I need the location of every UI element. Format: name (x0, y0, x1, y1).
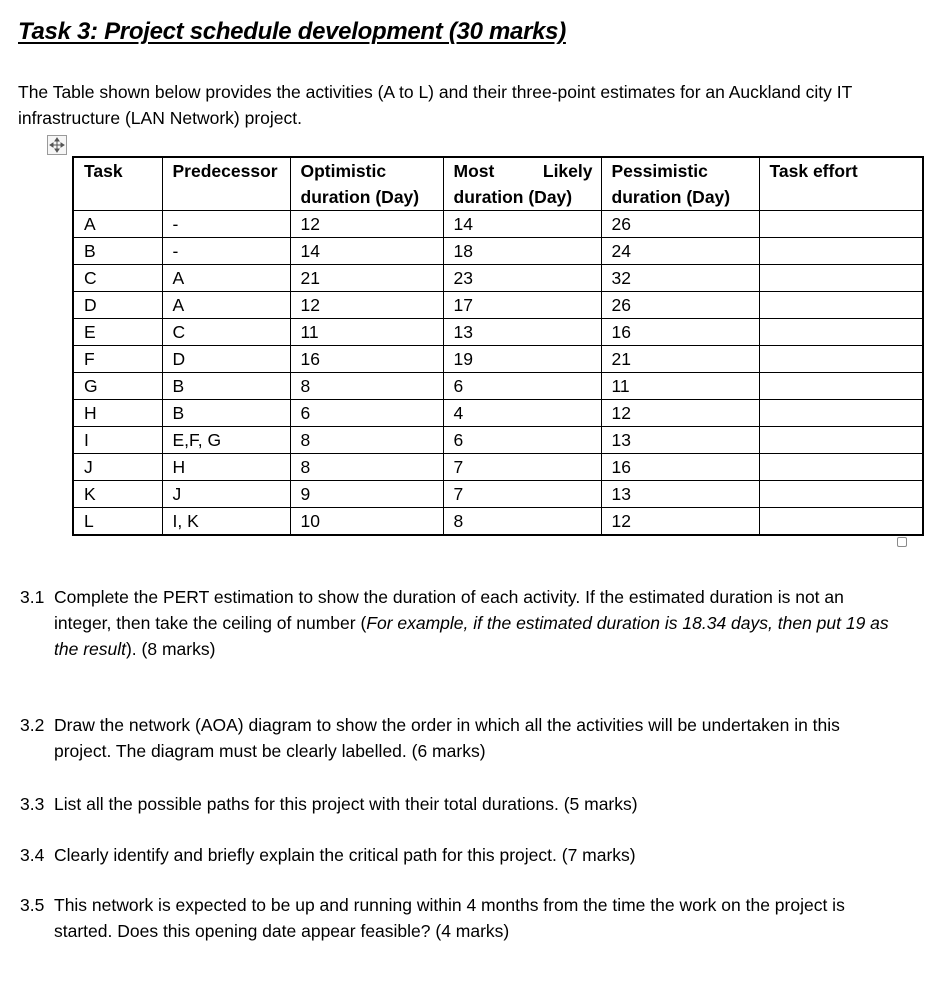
header-optimistic: Optimistic duration (Day) (290, 157, 443, 211)
table-move-handle-icon[interactable] (47, 135, 67, 155)
cell-pessimistic[interactable]: 26 (601, 211, 759, 238)
cell-pessimistic[interactable]: 13 (601, 481, 759, 508)
table-row (73, 508, 923, 536)
cell-predecessor[interactable]: A (162, 292, 290, 319)
cell-task-effort[interactable] (759, 238, 923, 265)
cell-predecessor[interactable]: H (162, 454, 290, 481)
cell-most-likely[interactable]: 6 (443, 373, 601, 400)
cell-task[interactable]: C (73, 265, 162, 292)
question-3-4 (20, 842, 900, 868)
cell-task-effort[interactable] (759, 454, 923, 481)
table-row (73, 292, 923, 319)
header-most-likely: Most Likely duration (Day) (443, 157, 601, 211)
cell-pessimistic[interactable]: 24 (601, 238, 759, 265)
cell-task-effort[interactable] (759, 427, 923, 454)
cell-pessimistic[interactable]: 11 (601, 373, 759, 400)
question-text: This network is expected to be up and running within 4 months from the time the work on the project is started. Does this opening date appear feasible? (4 marks) (54, 895, 845, 941)
cell-optimistic[interactable]: 9 (290, 481, 443, 508)
question-number: 3.2 (20, 715, 45, 735)
cell-pessimistic[interactable]: 16 (601, 319, 759, 346)
cell-task-effort[interactable] (759, 373, 923, 400)
question-3-3 (20, 791, 900, 817)
cell-task-effort[interactable] (759, 211, 923, 238)
cell-optimistic[interactable]: 8 (290, 427, 443, 454)
cell-predecessor[interactable]: A (162, 265, 290, 292)
cell-pessimistic[interactable]: 26 (601, 292, 759, 319)
table-row (73, 319, 923, 346)
cell-predecessor[interactable]: I, K (162, 508, 290, 536)
question-3-5 (20, 892, 900, 944)
cell-task[interactable]: H (73, 400, 162, 427)
cell-predecessor[interactable]: E,F, G (162, 427, 290, 454)
table-header-row (73, 157, 923, 211)
header-task: Task (73, 157, 162, 211)
intro-paragraph: The Table shown below provides the activities (A to L) and their three-point estimates for an Auckland city IT infrastructure (LAN Network) project. (18, 82, 852, 128)
cell-task-effort[interactable] (759, 508, 923, 536)
cell-task-effort[interactable] (759, 265, 923, 292)
cell-most-likely[interactable]: 14 (443, 211, 601, 238)
cell-pessimistic[interactable]: 16 (601, 454, 759, 481)
cell-predecessor[interactable]: J (162, 481, 290, 508)
header-pessimistic: Pessimistic duration (Day) (601, 157, 759, 211)
cell-predecessor[interactable]: - (162, 238, 290, 265)
cell-task-effort[interactable] (759, 319, 923, 346)
table-row (73, 454, 923, 481)
question-text: Draw the network (AOA) diagram to show the order in which all the activities will be undertaken in this project. The diagram must be clearly labelled. (6 marks) (54, 715, 840, 761)
table-row (73, 211, 923, 238)
table-resize-handle-icon[interactable] (897, 537, 907, 547)
cell-task[interactable]: L (73, 508, 162, 536)
four-way-arrow-icon (49, 137, 65, 153)
cell-task[interactable]: J (73, 454, 162, 481)
question-3-2 (20, 712, 900, 764)
table-row (73, 346, 923, 373)
cell-most-likely[interactable]: 7 (443, 454, 601, 481)
question-marks: ). (8 marks) (125, 639, 216, 659)
cell-optimistic[interactable]: 16 (290, 346, 443, 373)
cell-optimistic[interactable]: 8 (290, 373, 443, 400)
cell-optimistic[interactable]: 8 (290, 454, 443, 481)
cell-pessimistic[interactable]: 12 (601, 400, 759, 427)
estimates-table (72, 156, 924, 536)
table-row (73, 481, 923, 508)
cell-most-likely[interactable]: 6 (443, 427, 601, 454)
cell-task-effort[interactable] (759, 292, 923, 319)
cell-most-likely[interactable]: 23 (443, 265, 601, 292)
question-number: 3.4 (20, 845, 45, 865)
cell-optimistic[interactable]: 21 (290, 265, 443, 292)
table-row (73, 265, 923, 292)
cell-pessimistic[interactable]: 32 (601, 265, 759, 292)
header-task-effort: Task effort (759, 157, 923, 211)
cell-most-likely[interactable]: 18 (443, 238, 601, 265)
question-text: Clearly identify and briefly explain the critical path for this project. (7 marks) (54, 845, 636, 865)
cell-pessimistic[interactable]: 13 (601, 427, 759, 454)
question-3-1 (20, 584, 900, 662)
cell-most-likely[interactable]: 19 (443, 346, 601, 373)
cell-task[interactable]: B (73, 238, 162, 265)
question-text: List all the possible paths for this project with their total durations. (5 marks) (54, 794, 638, 814)
cell-predecessor[interactable]: - (162, 211, 290, 238)
cell-task[interactable]: F (73, 346, 162, 373)
cell-pessimistic[interactable]: 12 (601, 508, 759, 536)
cell-task[interactable]: K (73, 481, 162, 508)
cell-pessimistic[interactable]: 21 (601, 346, 759, 373)
question-text: Complete the PERT estimation to show the duration of each activity. If the estimated duration is not an integer, then take the ceiling of number ( (54, 587, 844, 633)
cell-optimistic[interactable]: 6 (290, 400, 443, 427)
table-row (73, 373, 923, 400)
question-number: 3.3 (20, 794, 45, 814)
header-predecessor: Predecessor (162, 157, 290, 211)
cell-optimistic[interactable]: 14 (290, 238, 443, 265)
cell-task[interactable]: G (73, 373, 162, 400)
cell-task-effort[interactable] (759, 346, 923, 373)
cell-predecessor[interactable]: B (162, 373, 290, 400)
table-row (73, 427, 923, 454)
cell-task[interactable]: I (73, 427, 162, 454)
cell-task[interactable]: E (73, 319, 162, 346)
cell-predecessor[interactable]: C (162, 319, 290, 346)
cell-task[interactable]: A (73, 211, 162, 238)
cell-task-effort[interactable] (759, 400, 923, 427)
cell-most-likely[interactable]: 7 (443, 481, 601, 508)
question-example: For example, if the estimated duration is 18.34 days, then put 19 as the result (54, 613, 889, 659)
table-row (73, 400, 923, 427)
cell-most-likely[interactable]: 4 (443, 400, 601, 427)
table-row (73, 238, 923, 265)
question-number: 3.1 (20, 587, 45, 607)
cell-optimistic[interactable]: 12 (290, 292, 443, 319)
cell-optimistic[interactable]: 10 (290, 508, 443, 536)
cell-optimistic[interactable]: 12 (290, 211, 443, 238)
cell-predecessor[interactable]: D (162, 346, 290, 373)
cell-most-likely[interactable]: 8 (443, 508, 601, 536)
cell-most-likely[interactable]: 17 (443, 292, 601, 319)
cell-task-effort[interactable] (759, 481, 923, 508)
cell-optimistic[interactable]: 11 (290, 319, 443, 346)
question-number: 3.5 (20, 895, 45, 915)
cell-task[interactable]: D (73, 292, 162, 319)
cell-most-likely[interactable]: 13 (443, 319, 601, 346)
cell-predecessor[interactable]: B (162, 400, 290, 427)
page-title: Task 3: Project schedule development (30 marks) (18, 18, 566, 45)
